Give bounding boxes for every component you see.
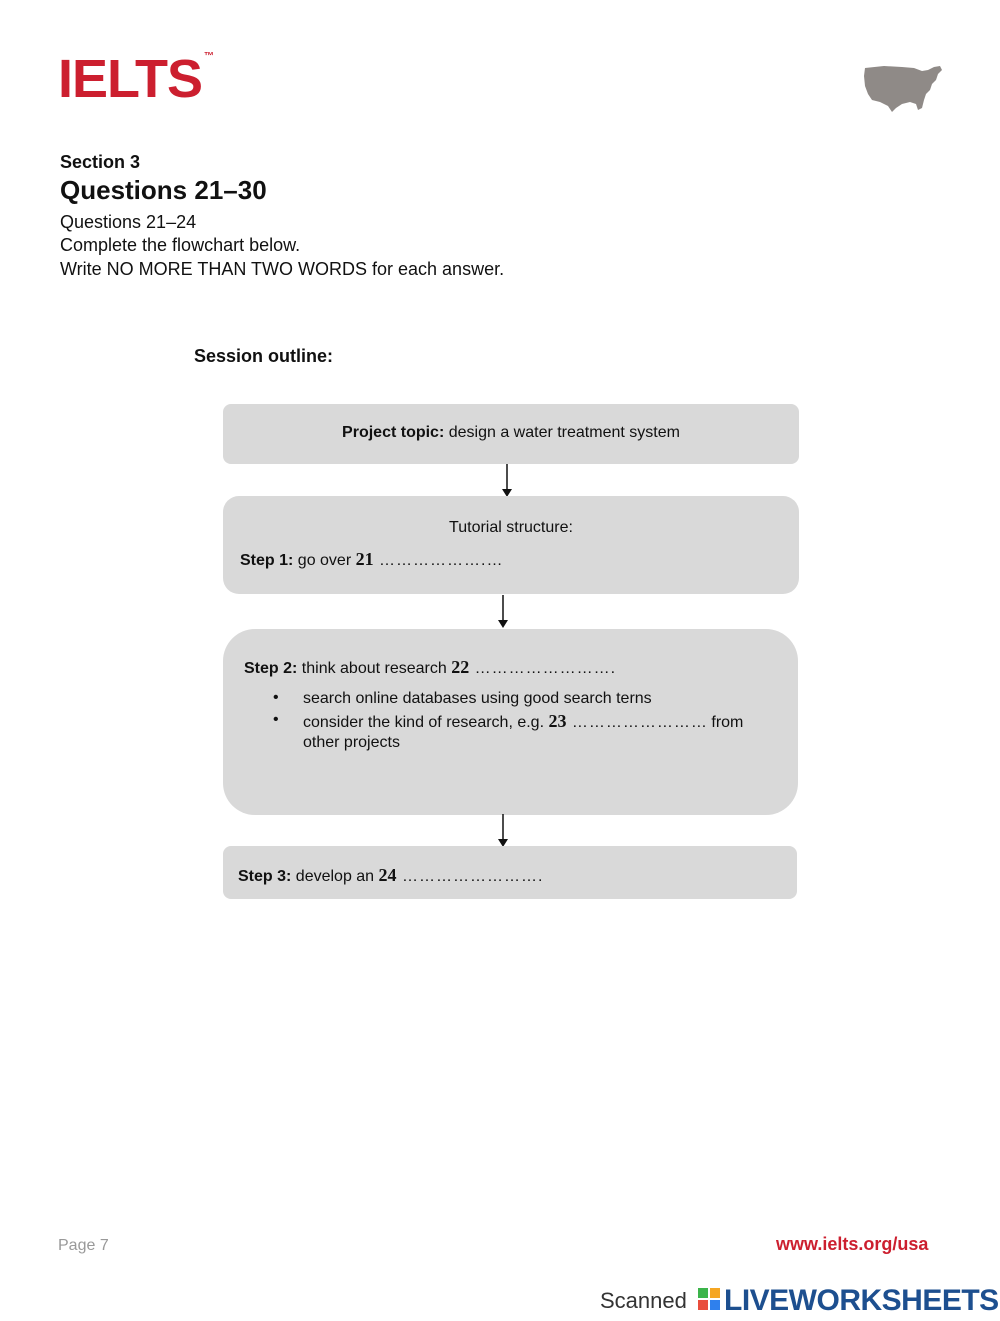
- section-label: Section 3: [60, 152, 141, 172]
- arrow-down-icon: [497, 595, 509, 629]
- answer-21-blank[interactable]: ……………….…: [373, 552, 504, 569]
- page-number: Page 7: [58, 1237, 109, 1254]
- project-topic-label: Project topic:: [342, 424, 445, 441]
- ielts-url-link[interactable]: www.ielts.org/usa: [776, 1234, 929, 1254]
- question-21-number: 21: [355, 549, 374, 569]
- session-outline-heading: Session outline:: [194, 346, 334, 366]
- question-24-number: 24: [378, 865, 397, 885]
- project-topic-text: design a water treatment system: [444, 424, 680, 441]
- step-3-line: [238, 865, 543, 886]
- question-23-number: 23: [548, 711, 567, 731]
- flowchart-box-step-3: [223, 846, 797, 899]
- flowchart-box-tutorial: [223, 496, 799, 594]
- question-22-number: 22: [451, 657, 470, 677]
- answer-22-blank[interactable]: …………………….: [469, 660, 617, 677]
- bullet-2-line2: other projects: [303, 734, 400, 751]
- arrow-down-icon: [501, 464, 513, 498]
- step-3-label: Step 3:: [238, 868, 292, 885]
- instruction-1: Complete the flowchart below.: [60, 235, 301, 255]
- step-2-label: Step 2:: [244, 660, 298, 677]
- instruction-2: Write NO MORE THAN TWO WORDS for each answer.: [60, 259, 505, 279]
- bullet-2-line: [303, 711, 743, 732]
- step-1-text: go over: [293, 552, 356, 569]
- step-3-text: develop an: [291, 868, 379, 885]
- flowchart-box-step-2: [223, 629, 798, 815]
- logo-trademark: ™: [204, 51, 215, 62]
- sub-questions: Questions 21–24: [60, 212, 197, 232]
- scanned-text: Scanned: [600, 1288, 687, 1313]
- ielts-logo: [58, 49, 215, 109]
- step-2-text: think about research: [297, 660, 452, 677]
- bullet-2-pre: consider the kind of research, e.g.: [303, 714, 549, 731]
- liveworksheets-watermark: LIVEWORKSHEETS: [724, 1284, 999, 1317]
- liveworksheets-logo-icon: [698, 1288, 720, 1310]
- questions-title: Questions 21–30: [60, 175, 267, 205]
- bullet-2-post: … from: [690, 714, 744, 731]
- usa-map-icon: [862, 62, 944, 114]
- bullet-dot: •: [273, 711, 279, 728]
- answer-24-blank[interactable]: …………………….: [396, 868, 544, 885]
- bullet-dot: •: [273, 689, 279, 706]
- tutorial-structure-title: Tutorial structure:: [449, 519, 573, 536]
- step-2-line: [244, 657, 616, 678]
- bullet-1-text: search online databases using good search terns: [303, 690, 652, 707]
- answer-23-blank[interactable]: …………………: [566, 714, 691, 731]
- step-1-label: Step 1:: [240, 552, 294, 569]
- arrow-down-icon: [497, 814, 509, 848]
- logo-text: IELTS: [58, 49, 203, 109]
- project-topic-line: [223, 424, 799, 442]
- step-1-line: [240, 549, 504, 570]
- flowchart-box-project-topic: [223, 404, 799, 464]
